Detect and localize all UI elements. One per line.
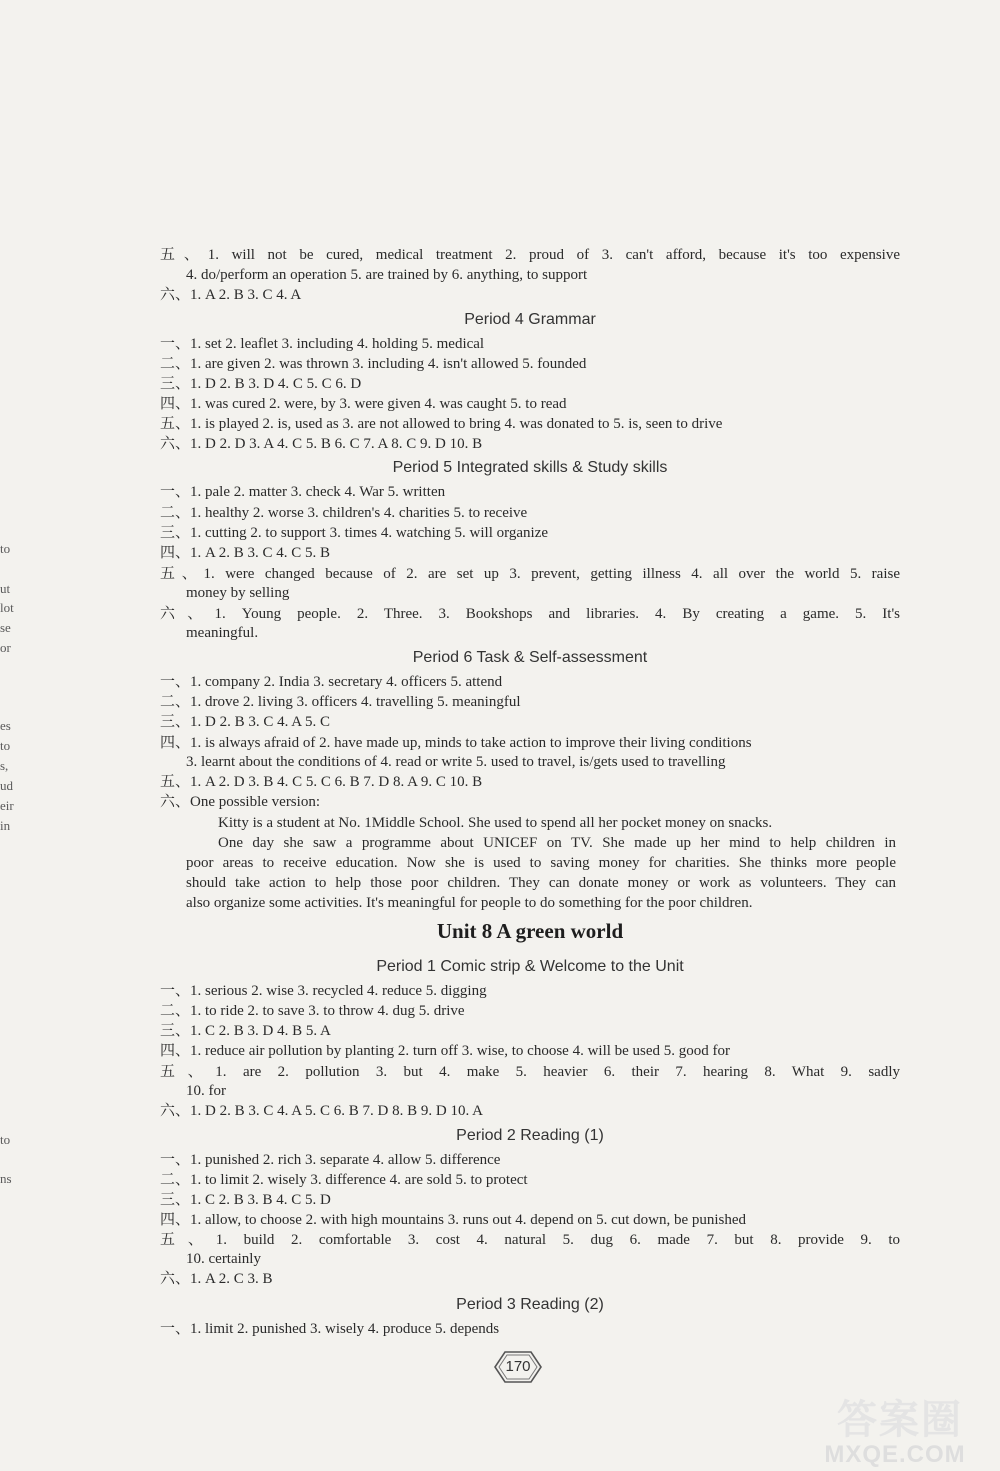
margin-fragment: lot <box>0 600 14 615</box>
margin-fragment: to <box>0 541 11 556</box>
answer-line: 一、1. punished 2. rich 3. separate 4. allow 5. difference <box>160 1152 501 1168</box>
answer-line: 六、1. D 2. D 3. A 4. C 5. B 6. C 7. A 8. C 9. D 10. B <box>160 436 483 452</box>
answer-line: 三、1. D 2. B 3. D 4. C 5. C 6. D <box>160 376 362 392</box>
answer-line: 五、1. build 2. comfortable 3. cost 4. natural 5. dug 6. made 7. but 8. provide 9. to <box>160 1232 900 1248</box>
section-heading: Period 1 Comic strip & Welcome to the Unit <box>376 958 684 975</box>
margin-fragment: in <box>0 818 11 833</box>
answer-line: 一、1. pale 2. matter 3. check 4. War 5. written <box>160 484 446 500</box>
answer-line: 二、1. to limit 2. wisely 3. difference 4. are sold 5. to protect <box>160 1172 528 1188</box>
answer-line: 六、1. A 2. C 3. B <box>160 1271 273 1287</box>
margin-fragment: ns <box>0 1171 12 1186</box>
margin-fragment: es <box>0 718 11 733</box>
answer-line: 五、1. are 2. pollution 3. but 4. make 5. heavier 6. their 7. hearing 8. What 9. sadly <box>160 1064 900 1080</box>
essay-line: Kitty is a student at No. 1Middle School. She used to spend all her pocket money on snacks. <box>218 815 773 831</box>
watermark-site: MXQE.COM <box>824 1441 966 1468</box>
answer-line: 六、1. D 2. B 3. C 4. A 5. C 6. B 7. D 8. B 9. D 10. A <box>160 1103 483 1119</box>
watermark-logo: 答案圈 <box>837 1397 963 1443</box>
answer-line: 10. for <box>186 1083 226 1099</box>
answer-line: 一、1. limit 2. punished 3. wisely 4. produce 5. depends <box>160 1321 500 1337</box>
answer-line: 三、1. D 2. B 3. C 4. A 5. C <box>160 714 331 730</box>
answer-line: 五、1. is played 2. is, used as 3. are not allowed to bring 4. was donated to 5. is, seen to drive <box>160 416 723 432</box>
answer-line: 五、1. were changed because of 2. are set up 3. prevent, getting illness 4. all over the world 5. raise <box>160 566 900 582</box>
answer-line: 六、One possible version: <box>160 794 320 810</box>
answer-line: 一、1. serious 2. wise 3. recycled 4. reduce 5. digging <box>160 983 487 999</box>
answer-line: 三、1. C 2. B 3. B 4. C 5. D <box>160 1192 331 1208</box>
page-number: 170 <box>505 1358 531 1375</box>
answer-line: 二、1. to ride 2. to save 3. to throw 4. dug 5. drive <box>160 1003 465 1019</box>
answer-line: 五、1. will not be cured, medical treatment 2. proud of 3. can't afford, because it's too expensive <box>160 247 900 263</box>
margin-fragment: eir <box>0 798 14 813</box>
essay-line: should take action to help those poor children. They can donate money or work as volunteers. They can <box>186 875 896 891</box>
answer-line: 三、1. C 2. B 3. D 4. B 5. A <box>160 1023 331 1039</box>
answer-line: 四、1. allow, to choose 2. with high mountains 3. runs out 4. depend on 5. cut down, be punished <box>160 1212 747 1228</box>
page-number-badge <box>493 1350 543 1384</box>
answer-line: 五、1. A 2. D 3. B 4. C 5. C 6. B 7. D 8. A 9. C 10. B <box>160 774 483 790</box>
margin-fragment: to <box>0 738 11 753</box>
essay-line: One day she saw a programme about UNICEF on TV. She made up her mind to help children in <box>218 835 896 851</box>
margin-fragment: ud <box>0 778 13 793</box>
section-heading: Period 5 Integrated skills & Study skills <box>392 459 668 476</box>
answer-line: 10. certainly <box>186 1251 261 1267</box>
answer-line: 一、1. set 2. leaflet 3. including 4. holding 5. medical <box>160 336 485 352</box>
answer-line: 二、1. healthy 2. worse 3. children's 4. charities 5. to receive <box>160 505 528 521</box>
answer-line: 四、1. A 2. B 3. C 4. C 5. B <box>160 545 331 561</box>
essay-line: poor areas to receive education. Now she is used to saving money for charities. She thinks more people <box>186 855 896 871</box>
answer-line: 3. learnt about the conditions of 4. read or write 5. used to travel, is/gets used to travelling <box>186 754 726 770</box>
section-heading: Period 3 Reading (2) <box>456 1296 604 1313</box>
answer-line: 4. do/perform an operation 5. are trained by 6. anything, to support <box>186 267 588 283</box>
section-heading: Period 4 Grammar <box>464 311 596 328</box>
section-heading: Period 6 Task & Self-assessment <box>412 649 648 666</box>
answer-line: 二、1. are given 2. was thrown 3. including 4. isn't allowed 5. founded <box>160 356 587 372</box>
answer-line: 六、1. Young people. 2. Three. 3. Bookshops and libraries. 4. By creating a game. 5. It's <box>160 606 900 622</box>
watermark <box>700 1398 1000 1471</box>
answer-line: meaningful. <box>186 625 259 641</box>
section-heading: Period 2 Reading (1) <box>456 1127 604 1144</box>
essay-line: also organize some activities. It's meaningful for people to do something for the poor children. <box>186 895 753 911</box>
margin-fragment: ut <box>0 581 11 596</box>
margin-fragment: se <box>0 620 11 635</box>
answer-line: 四、1. is always afraid of 2. have made up, minds to take action to improve their living conditions <box>160 735 752 751</box>
answer-line: 六、1. A 2. B 3. C 4. A <box>160 287 302 303</box>
unit-title: Unit 8 A green world <box>436 919 624 943</box>
margin-fragment: or <box>0 640 11 655</box>
answer-line: 四、1. reduce air pollution by planting 2. turn off 3. wise, to choose 4. will be used 5. good for <box>160 1043 731 1059</box>
answer-line: 四、1. was cured 2. were, by 3. were given 4. was caught 5. to read <box>160 396 567 412</box>
answer-line: money by selling <box>186 585 290 601</box>
answer-line: 三、1. cutting 2. to support 3. times 4. watching 5. will organize <box>160 525 549 541</box>
answer-line: 二、1. drove 2. living 3. officers 4. travelling 5. meaningful <box>160 694 521 710</box>
margin-fragment: to <box>0 1132 11 1147</box>
margin-fragment: s, <box>0 758 9 773</box>
answer-line: 一、1. company 2. India 3. secretary 4. officers 5. attend <box>160 674 503 690</box>
